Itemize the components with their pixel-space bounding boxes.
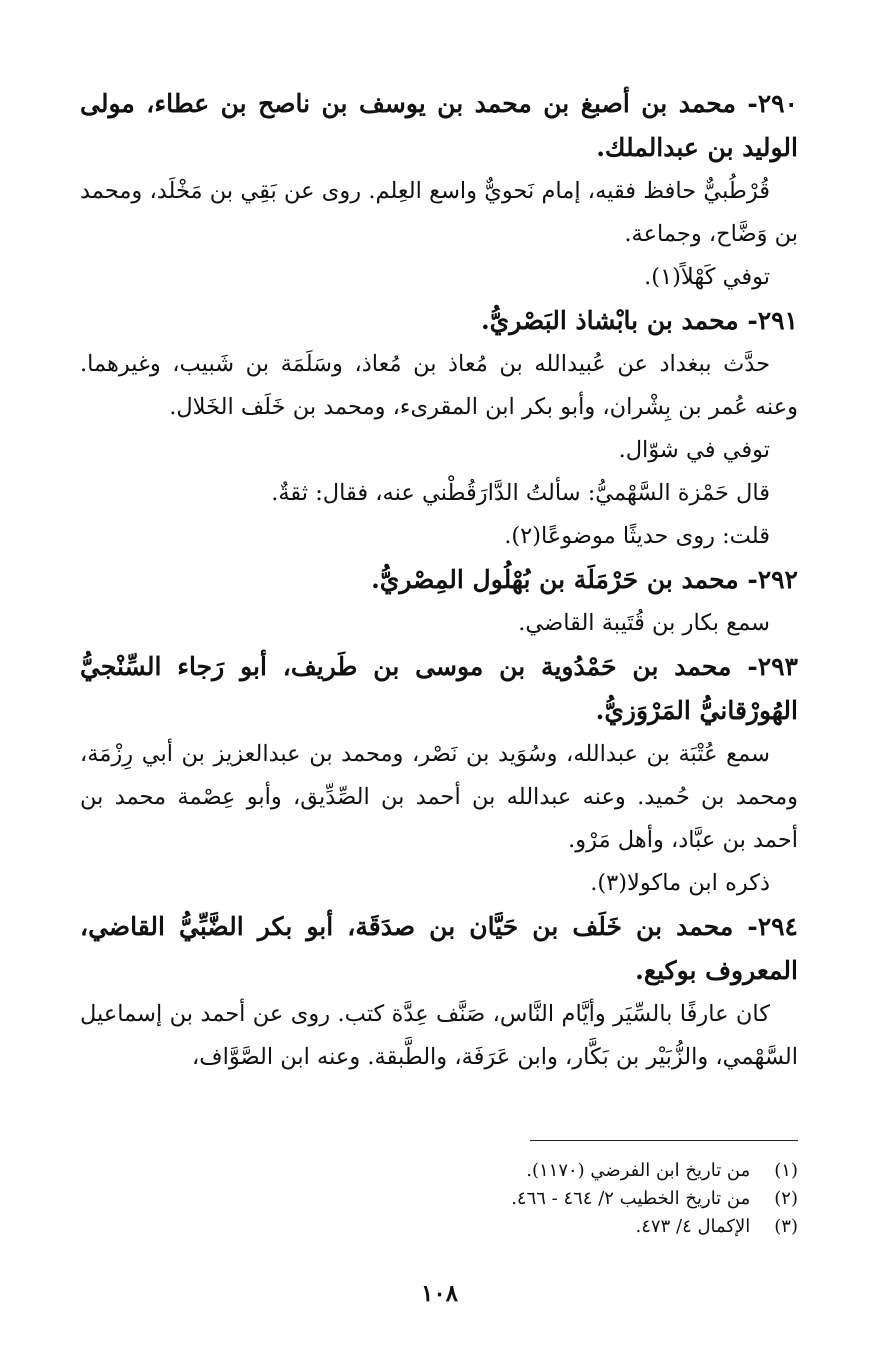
- entry-paragraph: كان عارفًا بالسِّيَر وأيَّام النَّاس، صَنَّف عِدَّة كتب. روى عن أحمد بن إسماعيل السَّهْمي، والزُّبَيْر بن بَكَّار، وابن عَرَفَة، والطَّبقة. وعنه ابن الصَّوَّاف،: [80, 1001, 798, 1070]
- footnote-text: من تاريخ الخطيب ٢/ ٤٦٤ - ٤٦٦.: [511, 1188, 751, 1209]
- entry-paragraph: قال حَمْزة السَّهْميُّ: سألتُ الدَّارَقُطْني عنه، فقال: ثقةٌ.: [271, 480, 770, 506]
- footnote-number: (١): [774, 1160, 798, 1181]
- footnotes: [80, 1140, 798, 1241]
- entry-heading-290: ٢٩٠- محمد بن أصبغ بن محمد بن يوسف بن ناصح بن عطاء، مولى الوليد بن عبدالملك.: [80, 89, 798, 162]
- entry-paragraph: توفي في شوّال.: [618, 437, 770, 463]
- footnote-item: [80, 1157, 798, 1185]
- entry-heading-291: ٢٩١- محمد بن بابْشاذ البَصْريُّ.: [480, 306, 798, 335]
- entry-heading-293: ٢٩٣- محمد بن حَمْدُوية بن موسى بن طَريف، أبو رَجاء السِّنْجيُّ الهُورْقانيُّ المَرْوَزيُّ.: [80, 652, 798, 725]
- entry-paragraph: ذكره ابن ماكولا(٣).: [590, 870, 770, 896]
- footnote-item: [80, 1213, 798, 1241]
- footnote-text: من تاريخ ابن الفرضي (١١٧٠).: [526, 1160, 751, 1181]
- entry-heading-294: ٢٩٤- محمد بن خَلَف بن حَيَّان بن صدَقَة، أبو بكر الضَّبِّيُّ القاضي، المعروف بوكيع.: [80, 912, 798, 985]
- footnote-item: [80, 1185, 798, 1213]
- page-body: [80, 82, 798, 1079]
- entry-paragraph: سمع بكار بن قُتَيبة القاضي.: [518, 610, 770, 636]
- footnote-divider: [530, 1140, 798, 1141]
- entry-paragraph: سمع عُتْبَة بن عبدالله، وسُوَيد بن نَصْر، ومحمد بن عبدالعزيز بن أبي رِزْمَة، ومحمد بن حُميد. وعنه عبدالله بن أحمد بن الصِّدِّيق، وأبو عِصْمة محمد بن أحمد بن عبَّاد، وأهل مَرْو.: [80, 741, 798, 853]
- footnote-number: (٢): [774, 1188, 798, 1209]
- entry-paragraph: قُرْطُبيٌّ حافظ فقيه، إمام نَحويٌّ واسع العِلم. روى عن بَقِي بن مَخْلَد، ومحمد بن وَضَّاح، وجماعة.: [80, 178, 798, 247]
- entry-paragraph: قلت: روى حديثًا موضوعًا(٢).: [504, 523, 770, 549]
- footnote-text: الإكمال ٤/ ٤٧٣.: [635, 1216, 751, 1237]
- entry-paragraph: توفي كَهْلاً(١).: [644, 264, 770, 290]
- page-number: ١٠٨: [420, 1280, 459, 1307]
- footnote-number: (٣): [774, 1216, 798, 1237]
- entry-heading-292: ٢٩٢- محمد بن حَرْمَلَة بن بُهْلُول المِصْريُّ.: [371, 565, 798, 594]
- entry-paragraph: حدَّث ببغداد عن عُبيدالله بن مُعاذ بن مُعاذ، وسَلَمَة بن شَبيب، وغيرهما. وعنه عُمر بن بِشْران، وأبو بكر ابن المقرىء، ومحمد بن خَلَف الخَلال.: [80, 351, 798, 420]
